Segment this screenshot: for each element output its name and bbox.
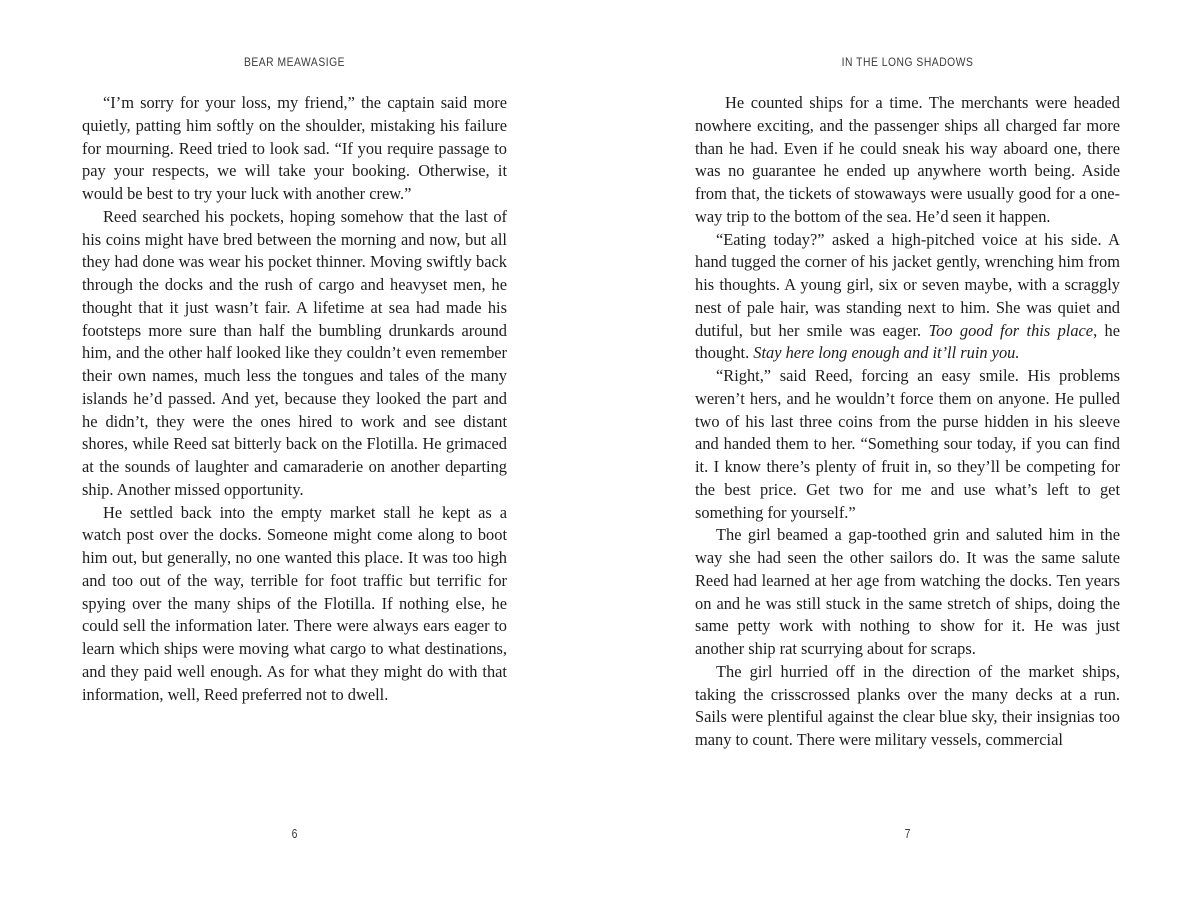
paragraph: “Right,” said Reed, forcing an easy smile. His problems weren’t hers, and he wouldn’t force them on anyone. He pulled two of his last three coins from the purse hidden in his sleeve and handed them to her. “Something sour today, if you can find it. I know there’s plenty of fruit in, so they’ll be competing for the best price. Get two for me and use what’s left to get something for yourself.” xyxy=(695,366,1120,522)
paragraph: Reed searched his pockets, hoping somehow that the last of his coins might have bred between the morning and now, but all they had done was wear his pocket thinner. Moving swiftly back through the docks and the rush of cargo and heavyset men, he thought that it just wasn’t fair. A lifetime at sea had made his footsteps more sure than half the bumbling drunkards around him, and the other half looked like they couldn’t even remember their own names, much less the tongues and tales of the many islands he’d passed. And yet, because they looked the part and he didn’t, they were the ones hired to work and see distant shores, while Reed sat bitterly back on the Flotilla. He grimaced at the sounds of laughter and camaraderie on another departing ship. Another missed opportunity. xyxy=(82,206,507,499)
left-page xyxy=(82,0,507,900)
page-number: 7 xyxy=(904,826,911,841)
paragraph xyxy=(695,229,1120,366)
paragraph: He counted ships for a time. The merchants were headed nowhere exciting, and the passenger ships all charged far more than he had. Even if he could sneak his way aboard one, there was no guarantee he ended up anywhere worth being. Aside from that, the tickets of stowaways were usually good for a one-way trip to the bottom of the sea. He’d seen it happen. xyxy=(695,93,1120,226)
paragraph: He settled back into the empty market stall he kept as a watch post over the docks. Someone might come along to boot him out, but generally, no one wanted this place. It was too high and too out of the way, terrible for foot traffic but terrific for spying over the many ships of the Flotilla. If nothing else, he could sell the information later. There were always ears eager to learn which ships were moving what cargo to what destinations, and they paid well enough. As for what they might do with that information, well, Reed preferred not to dwell. xyxy=(82,502,507,704)
italic-thought: Stay here long enough and it’ll ruin you. xyxy=(753,343,1020,363)
left-page-body xyxy=(82,92,507,706)
right-page-body xyxy=(695,92,1120,752)
italic-thought: Too good for this place xyxy=(928,320,1094,340)
page-number: 6 xyxy=(291,826,298,841)
paragraph: The girl hurried off in the direction of the market ships, taking the crisscrossed planks over the many decks at a run. Sails were plentiful against the clear blue sky, their insignias too many to count. There were military vessels, commercial xyxy=(695,661,1120,749)
paragraph-text: “Eating today?” asked a high-pitched voice at his side. A hand tugged the corner of his jacket gently, wrenching him from his thoughts. A young girl, six or seven maybe, with a scraggly nest of pale hair, was standing next to him. She was quiet and dutiful, but her smile was eager. xyxy=(695,229,1120,340)
right-page xyxy=(695,0,1120,900)
running-head-title: IN THE LONG SHADOWS xyxy=(841,55,974,69)
paragraph: “I’m sorry for your loss, my friend,” the captain said more quietly, patting him softly on the shoulder, mistaking his failure for mourning. Reed tried to look sad. “If you require passage to pay your respects, we will take your booking. Otherwise, it would be best to try your luck with another crew.” xyxy=(82,93,507,203)
running-head-author: BEAR MEAWASIGE xyxy=(243,55,346,69)
paragraph: The girl beamed a gap-toothed grin and saluted him in the way she had seen the other sailors do. It was the same salute Reed had learned at her age from watching the docks. Ten years on and he was still stuck in the same stretch of ships, doing the same petty work with nothing to show for it. He was just another ship rat scurrying about for scraps. xyxy=(695,525,1120,658)
paragraph-text: , he thought. xyxy=(695,320,1121,363)
